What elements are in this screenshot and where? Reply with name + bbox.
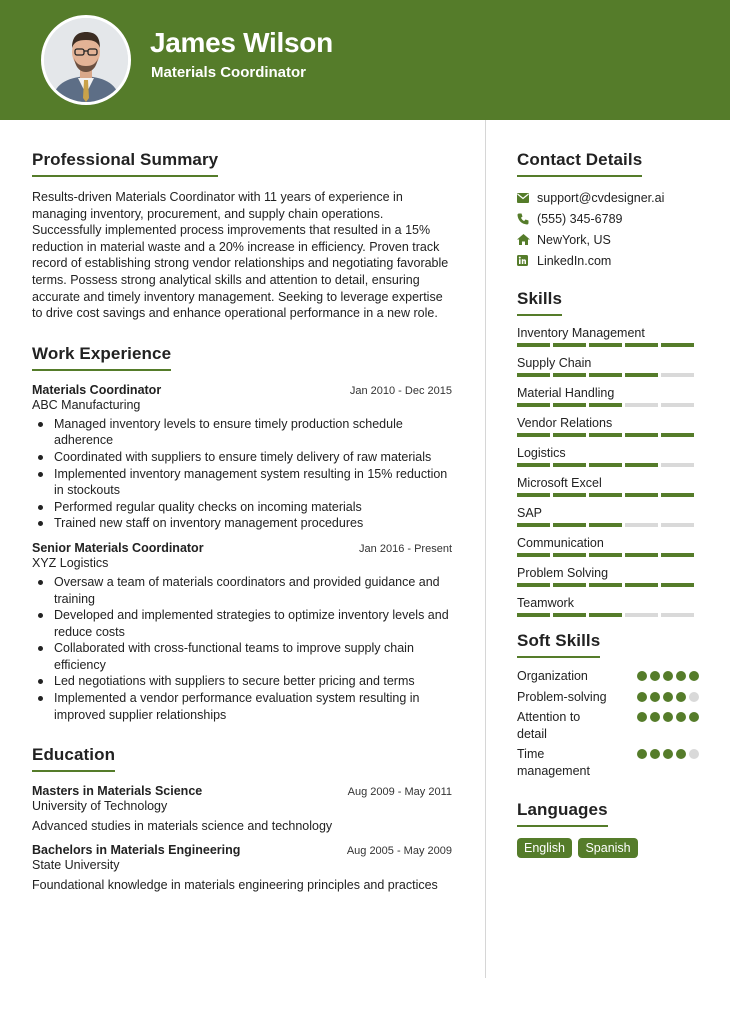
skill-level-segment	[625, 403, 658, 407]
soft-skill-rating	[637, 709, 699, 742]
skill-level-segment	[553, 463, 586, 467]
rating-dot	[650, 671, 660, 681]
linkedin-icon	[517, 254, 537, 268]
skill-level-segment	[517, 403, 550, 407]
rating-dot	[689, 692, 699, 702]
languages-section	[517, 800, 699, 858]
skill-level-segment	[589, 433, 622, 437]
section-title-skills: Skills	[517, 289, 562, 316]
skill-level-segment	[589, 613, 622, 617]
skill-level-segment	[553, 433, 586, 437]
section-title-experience: Work Experience	[32, 344, 171, 371]
rating-dot	[650, 749, 660, 759]
skill-level-segment	[661, 463, 694, 467]
soft-skill-label: Organization	[517, 669, 588, 683]
contact-email[interactable]	[517, 187, 699, 208]
job-company: XYZ Logistics	[32, 555, 109, 570]
language-badge: Spanish	[578, 838, 637, 858]
job-title: Materials Coordinator	[32, 382, 162, 397]
rating-dot	[650, 712, 660, 722]
education-description: Advanced studies in materials science and technology	[32, 819, 333, 834]
skill-label: Communication	[517, 536, 604, 550]
rating-dot	[676, 749, 686, 759]
skill-level-bar	[517, 373, 699, 377]
avatar	[41, 15, 131, 105]
skill-level-segment	[625, 373, 658, 377]
skill-level-segment	[589, 523, 622, 527]
list-item: Implemented inventory management system resulting in 15% reduction in stockouts	[32, 466, 452, 499]
skill-label: Teamwork	[517, 596, 574, 610]
phone-icon	[517, 212, 537, 226]
soft-skill-rating	[637, 689, 699, 706]
skills-list	[517, 326, 699, 617]
rating-dot	[689, 749, 699, 759]
list-item: Managed inventory levels to ensure timely production schedule adherence	[32, 416, 452, 449]
skill-level-segment	[625, 613, 658, 617]
rating-dot	[650, 692, 660, 702]
rating-dot	[676, 692, 686, 702]
skill-level-segment	[517, 553, 550, 557]
rating-dot	[663, 749, 673, 759]
education-dates: Aug 2009 - May 2011	[347, 786, 452, 799]
skill-level-segment	[553, 553, 586, 557]
header-banner	[0, 0, 730, 120]
soft-skill-rating	[637, 668, 699, 685]
skill-level-segment	[553, 583, 586, 587]
skill-level-segment	[625, 493, 658, 497]
contact-location	[517, 229, 699, 250]
degree-title: Bachelors in Materials Engineering	[32, 843, 241, 858]
skill-level-bar	[517, 523, 699, 527]
skill-label: Material Handling	[517, 386, 615, 400]
profile-photo	[44, 18, 128, 102]
rating-dot	[676, 712, 686, 722]
section-title-languages: Languages	[517, 800, 608, 827]
skill-level-segment	[661, 403, 694, 407]
skill-level-segment	[661, 373, 694, 377]
soft-skill-rating	[637, 746, 699, 779]
skill-label: Problem Solving	[517, 566, 609, 580]
skill-label: Vendor Relations	[517, 416, 613, 430]
list-item: Performed regular quality checks on incoming materials	[32, 499, 452, 516]
skill-level-segment	[625, 553, 658, 557]
list-item: Coordinated with suppliers to ensure timely delivery of raw materials	[32, 449, 452, 466]
job-bullets	[32, 416, 452, 532]
skill-level-segment	[553, 493, 586, 497]
summary-text: Results-driven Materials Coordinator with 11 years of experience in managing inventory, procurement, and supply chain operations. Successfully implemented process improvements that resulted in a 15% reduction in material waste and a 20% increase in efficiency. Proven track record of establishing strong vendor relationships and negotiating favorable terms. Possess strong analytical skills and attention to detail, ensuring accurate and timely inventory management. Seeking to leverage expertise to drive cost savings and enhance operational performance in a new role.	[32, 190, 449, 321]
envelope-icon	[517, 191, 537, 205]
job-dates: Jan 2016 - Present	[359, 542, 452, 555]
rating-dot	[637, 671, 647, 681]
soft-skill-row	[517, 668, 699, 685]
skill-level-segment	[517, 343, 550, 347]
contact-text: (555) 345-6789	[537, 211, 623, 226]
degree-title: Masters in Materials Science	[32, 784, 203, 799]
candidate-role: Materials Coordinator	[151, 64, 307, 81]
contact-text: support@cvdesigner.ai	[537, 190, 665, 205]
skill-level-segment	[517, 463, 550, 467]
section-title-summary: Professional Summary	[32, 150, 218, 177]
skill-level-segment	[517, 613, 550, 617]
skill-level-bar	[517, 613, 699, 617]
section-title-education: Education	[32, 745, 115, 772]
list-item: Trained new staff on inventory management procedures	[32, 515, 452, 532]
job-title: Senior Materials Coordinator	[32, 540, 204, 555]
contact-phone[interactable]	[517, 208, 699, 229]
list-item: Led negotiations with suppliers to secure better pricing and terms	[32, 673, 452, 690]
summary-section	[32, 150, 452, 322]
job-bullets	[32, 574, 452, 723]
right-column	[517, 150, 699, 858]
skill-level-segment	[625, 433, 658, 437]
skill-level-segment	[589, 463, 622, 467]
education-section	[32, 745, 452, 892]
rating-dot	[637, 712, 647, 722]
contact-section	[517, 150, 699, 271]
experience-section	[32, 344, 452, 724]
skill-level-segment	[517, 523, 550, 527]
school-name: State University	[32, 858, 120, 873]
rating-dot	[689, 671, 699, 681]
rating-dot	[637, 692, 647, 702]
skills-section	[517, 289, 699, 617]
rating-dot	[689, 712, 699, 722]
soft-skills-list	[517, 668, 699, 780]
rating-dot	[663, 671, 673, 681]
list-item: Developed and implemented strategies to optimize inventory levels and reduce costs	[32, 607, 452, 640]
skill-level-segment	[661, 583, 694, 587]
job-dates: Jan 2010 - Dec 2015	[349, 384, 452, 397]
skill-level-bar	[517, 403, 699, 407]
soft-skills-section	[517, 631, 699, 780]
contact-text: NewYork, US	[537, 232, 611, 247]
skill-level-segment	[589, 583, 622, 587]
list-item: Oversaw a team of materials coordinators and provided guidance and training	[32, 574, 452, 607]
skill-label: Logistics	[517, 446, 566, 460]
skill-label: Microsoft Excel	[517, 476, 602, 490]
soft-skill-label: Time management	[517, 747, 590, 778]
skill-level-segment	[553, 613, 586, 617]
column-divider	[485, 120, 486, 978]
soft-skill-row	[517, 709, 699, 742]
list-item: Collaborated with cross-functional teams to improve supply chain efficiency	[32, 640, 452, 673]
candidate-name: James Wilson	[150, 27, 333, 58]
skill-level-bar	[517, 343, 699, 347]
skill-level-segment	[517, 433, 550, 437]
soft-skill-label: Attention to detail	[517, 710, 581, 741]
soft-skill-row	[517, 689, 699, 706]
skill-level-segment	[625, 343, 658, 347]
job-entry	[32, 541, 452, 723]
skill-level-segment	[661, 343, 694, 347]
rating-dot	[676, 671, 686, 681]
education-description: Foundational knowledge in materials engineering principles and practices	[32, 878, 438, 893]
skill-level-segment	[661, 433, 694, 437]
skill-level-segment	[553, 523, 586, 527]
rating-dot	[663, 712, 673, 722]
skill-level-segment	[589, 373, 622, 377]
skill-level-segment	[589, 403, 622, 407]
skill-level-segment	[517, 373, 550, 377]
skill-level-segment	[589, 553, 622, 557]
education-entry	[32, 843, 452, 892]
skill-level-segment	[517, 493, 550, 497]
skill-level-segment	[553, 343, 586, 347]
skill-level-segment	[553, 403, 586, 407]
skill-level-bar	[517, 433, 699, 437]
skill-label: Inventory Management	[517, 326, 645, 340]
skill-level-bar	[517, 463, 699, 467]
skill-level-segment	[625, 523, 658, 527]
skill-level-bar	[517, 553, 699, 557]
soft-skill-row	[517, 746, 699, 779]
list-item: Implemented a vendor performance evaluation system resulting in improved supplier relationships	[32, 690, 452, 723]
section-title-soft-skills: Soft Skills	[517, 631, 600, 658]
skill-level-segment	[589, 493, 622, 497]
skill-level-segment	[625, 583, 658, 587]
education-dates: Aug 2005 - May 2009	[346, 845, 452, 858]
rating-dot	[663, 692, 673, 702]
skill-level-segment	[553, 373, 586, 377]
home-icon	[517, 233, 537, 247]
skill-level-segment	[517, 583, 550, 587]
school-name: University of Technology	[32, 799, 168, 814]
skill-level-segment	[661, 613, 694, 617]
skill-level-bar	[517, 493, 699, 497]
skill-level-segment	[661, 493, 694, 497]
job-entry	[32, 383, 452, 532]
skill-label: Supply Chain	[517, 356, 592, 370]
skill-level-segment	[625, 463, 658, 467]
rating-dot	[637, 749, 647, 759]
section-title-contact: Contact Details	[517, 150, 642, 177]
job-company: ABC Manufacturing	[32, 397, 141, 412]
skill-level-segment	[589, 343, 622, 347]
soft-skill-label: Problem-solving	[517, 689, 607, 704]
education-entry	[32, 784, 452, 833]
skill-level-segment	[661, 523, 694, 527]
skill-level-segment	[661, 553, 694, 557]
skill-label: SAP	[517, 506, 543, 520]
skill-level-bar	[517, 583, 699, 587]
language-badge: English	[517, 838, 572, 858]
left-column	[32, 150, 452, 892]
contact-linkedin[interactable]	[517, 250, 699, 271]
contact-text: LinkedIn.com	[537, 253, 612, 268]
